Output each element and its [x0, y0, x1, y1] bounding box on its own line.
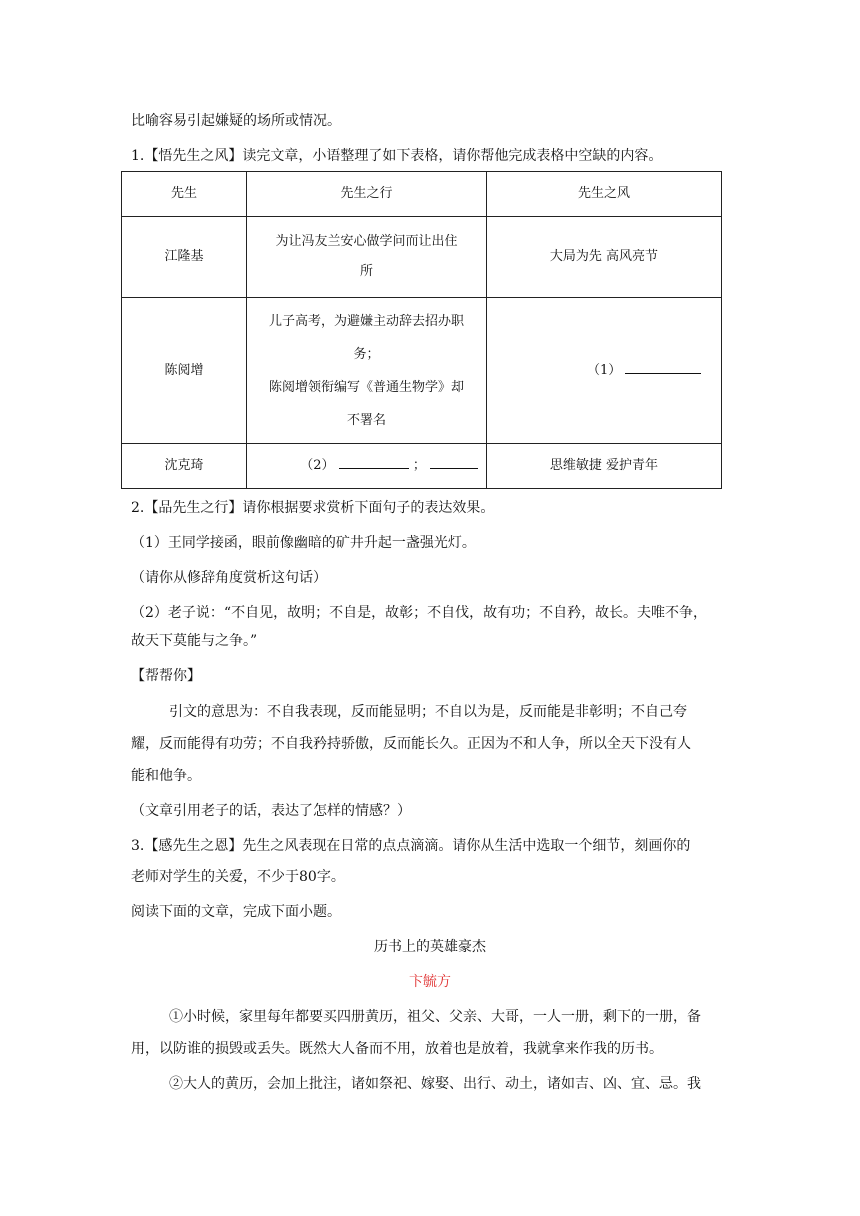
header-cell: 先生之行	[247, 172, 487, 217]
deeds-line: 务；	[353, 346, 380, 362]
question-3-line-1: 3.【感先生之恩】先生之风表现在日常的点点滴滴。请你从生活中选取一个细节，刻画你的	[131, 838, 691, 854]
deeds-cell	[247, 217, 487, 298]
deeds-line: 所	[359, 264, 373, 279]
deeds-line: 陈阅增领衔编写《普通生物学》却	[268, 379, 464, 395]
q2-item-1-hint: （请你从修辞角度赏析这句话）	[131, 570, 327, 586]
deeds-line: 儿子高考，为避嫌主动辞去招办职	[268, 313, 464, 329]
style-cell	[487, 298, 722, 444]
style-cell: 大局为先 高风亮节	[487, 217, 722, 298]
reading-intro: 阅读下面的文章，完成下面小题。	[131, 904, 341, 920]
article-paragraph-1-line-2: 用，以防谁的损毁或丢失。既然大人备而不用，放着也是放着，我就拿来作我的历书。	[131, 1041, 663, 1057]
blank-separator: ；	[412, 458, 426, 473]
blank-label: （2）	[300, 458, 335, 473]
deeds-line: 为让冯友兰安心做学问而让出住	[275, 234, 458, 249]
question-2: 2.【品先生之行】请你根据要求赏析下面句子的表达效果。	[131, 500, 495, 516]
help-title: 【帮帮你】	[131, 668, 201, 684]
article-paragraph-1-line-1: ①小时候，家里每年都要买四册黄历，祖父、父亲、大哥，一人一册，剩下的一册，备	[169, 1009, 701, 1025]
q2-item-2-hint: （文章引用老子的话，表达了怎样的情感？）	[131, 803, 411, 819]
intro-line: 比喻容易引起嫌疑的场所或情况。	[131, 113, 341, 129]
deeds-cell	[247, 444, 487, 489]
style-cell: 思维敏捷 爱护青年	[487, 444, 722, 489]
deeds-line: 不署名	[346, 412, 386, 428]
answer-blank-2b[interactable]	[430, 454, 478, 469]
table-header-row	[122, 172, 722, 217]
answer-blank-2a[interactable]	[339, 454, 409, 469]
article-paragraph-2-line-1: ②大人的黄历，会加上批注，诸如祭祀、嫁娶、出行、动土，诸如吉、凶、宜、忌。我	[169, 1076, 701, 1092]
table-row	[122, 217, 722, 298]
name-cell: 陈阅增	[122, 298, 247, 444]
header-cell: 先生之风	[487, 172, 722, 217]
blank-label: （1）	[587, 362, 622, 378]
question-1: 1.【悟先生之风】读完文章，小语整理了如下表格，请你帮他完成表格中空缺的内容。	[131, 148, 663, 164]
article-title: 历书上的英雄豪杰	[374, 939, 486, 955]
teacher-table	[121, 171, 722, 489]
table-row	[122, 444, 722, 489]
deeds-cell	[247, 298, 487, 444]
question-3-line-2: 老师对学生的关爱，不少于80字。	[131, 869, 345, 885]
help-line: 能和他争。	[131, 768, 201, 784]
name-cell: 江隆基	[122, 217, 247, 298]
table-row	[122, 298, 722, 444]
q2-item-1: （1）王同学接函，眼前像幽暗的矿井升起一盏强光灯。	[131, 535, 476, 551]
answer-blank-1[interactable]	[625, 359, 701, 374]
article-author: 卞毓方	[409, 974, 451, 990]
q2-item-2-line-2: 故天下莫能与之争。”	[131, 633, 258, 649]
help-line: 引文的意思为：不自我表现，反而能显明；不自以为是，反而能是非彰明；不自己夸	[169, 704, 687, 720]
q2-item-2-line-1: （2）老子说：“不自见，故明；不自是，故彰；不自伐，故有功；不自矜，故长。夫唯不争，	[131, 605, 708, 621]
name-cell: 沈克琦	[122, 444, 247, 489]
header-cell: 先生	[122, 172, 247, 217]
help-line: 耀，反而能得有功劳；不自我矜持骄傲，反而能长久。正因为不和人争，所以全天下没有人	[131, 736, 691, 752]
